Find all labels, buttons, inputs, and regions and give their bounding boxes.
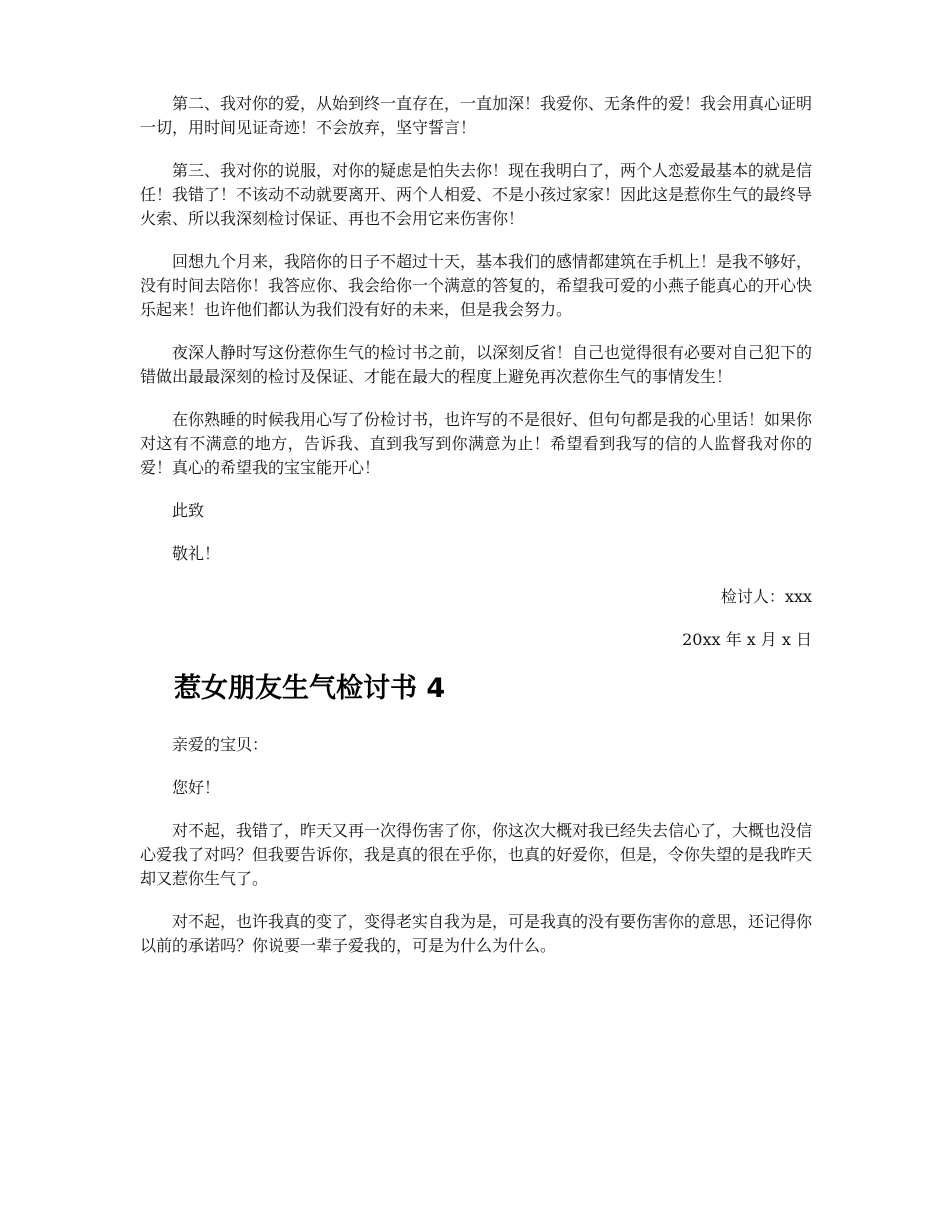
body-paragraph: 夜深人静时写这份惹你生气的检讨书之前，以深刻反省！自己也觉得很有必要对自己犯下的错做出最最深刻的检讨及保证、才能在最大的程度上避免再次惹你生气的事情发生！ [140, 343, 813, 386]
body-paragraph: 对不起，也许我真的变了，变得老实自我为是，可是我真的没有要伤害你的意思，还记得你以前的承诺吗？你说要一辈子爱我的，可是为什么为什么。 [140, 912, 813, 955]
body-paragraph: 对不起，我错了，昨天又再一次得伤害了你，你这次大概对我已经失去信心了，大概也没信心爱我了对吗？但我要告诉你，我是真的很在乎你，也真的好爱你，但是，令你失望的是我昨天却又惹你生气了。 [140, 821, 813, 888]
body-paragraph: 第三、我对你的说服，对你的疑虑是怕失去你！现在我明白了，两个人恋爱最基本的就是信任！我错了！不该动不动就要离开、两个人相爱、不是小孩过家家！因此这是惹你生气的最终导火索、所以我深刻检讨保证、再也不会用它来伤害你！ [140, 161, 813, 228]
body-paragraph: 第二、我对你的爱，从始到终一直存在，一直加深！我爱你、无条件的爱！我会用真心证明一切，用时间见证奇迹！不会放弃，坚守誓言！ [140, 94, 813, 137]
salutation-line: 亲爱的宝贝： [172, 735, 269, 754]
signature-line: 检讨人：xxx [720, 587, 812, 606]
body-paragraph: 回想九个月来，我陪你的日子不超过十天，基本我们的感情都建筑在手机上！是我不够好，没有时间去陪你！我答应你、我会给你一个满意的答复的，希望我可爱的小燕子能真心的开心快乐起来！也许他们都认为我们没有好的未来，但是我会努力。 [140, 252, 813, 319]
date-line: 20xx 年 x 月 x 日 [682, 630, 812, 649]
closing-salute: 敬礼！ [172, 544, 221, 563]
document-page [140, 92, 812, 977]
section-heading: 惹女朋友生气检讨书 4 [174, 673, 446, 704]
greeting-line: 您好！ [172, 778, 221, 797]
closing-line: 此致 [172, 501, 205, 520]
body-paragraph: 在你熟睡的时候我用心写了份检讨书，也许写的不是很好、但句句都是我的心里话！如果你对这有不满意的地方，告诉我、直到我写到你满意为止！希望看到我写的信的人监督我对你的爱！真心的希望我的宝宝能开心！ [140, 410, 813, 477]
